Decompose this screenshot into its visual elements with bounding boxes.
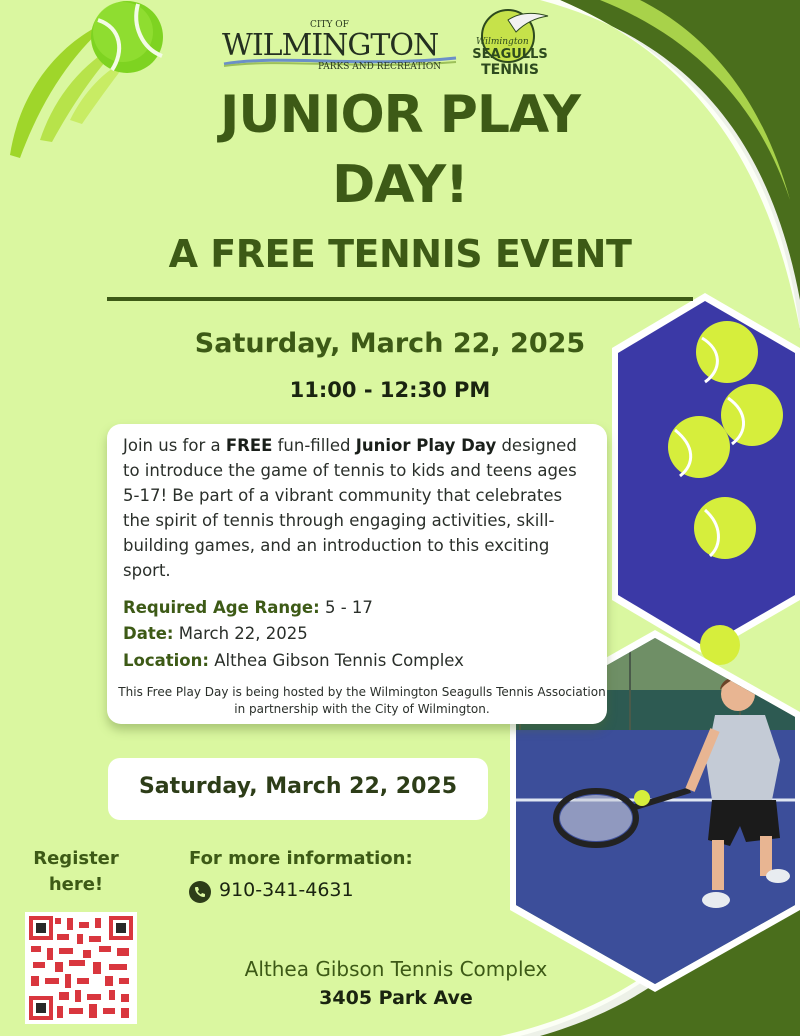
age-range-row xyxy=(123,595,603,620)
title-line-1: JUNIOR PLAY xyxy=(220,85,580,145)
logo-city-sub: PARKS AND RECREATION xyxy=(318,62,442,72)
phone-number[interactable]: 910-341-4631 xyxy=(219,879,354,901)
date-banner-text: Saturday, March 22, 2025 xyxy=(138,774,458,799)
date-label: Date: xyxy=(123,624,174,643)
age-range-label: Required Age Range: xyxy=(123,598,320,617)
location-value: Althea Gibson Tennis Complex xyxy=(209,651,464,670)
age-range-value: 5 - 17 xyxy=(319,598,373,617)
venue-address: 3405 Park Ave xyxy=(319,987,473,1009)
location-row xyxy=(123,648,603,673)
logo-seagulls-tennis: TENNIS xyxy=(481,62,539,78)
venue-name: Althea Gibson Tennis Complex xyxy=(244,957,548,981)
date-value: March 22, 2025 xyxy=(173,624,308,643)
date-banner xyxy=(108,758,488,820)
seagulls-tennis-logo xyxy=(468,6,552,80)
location-label: Location: xyxy=(123,651,209,670)
title-divider xyxy=(107,297,693,301)
host-note: This Free Play Day is being hosted by the Wilmington Seagulls Tennis Association in partnership with the City of Wilmington. xyxy=(118,685,606,716)
qr-code[interactable] xyxy=(25,912,137,1024)
free-emphasis: FREE xyxy=(225,436,273,455)
junior-play-day-emphasis: Junior Play Day xyxy=(355,436,497,455)
title-line-2: DAY! xyxy=(332,155,468,215)
more-info-heading: For more information: xyxy=(189,848,413,869)
logo-city-name: WILMINGTON xyxy=(222,28,439,63)
phone-icon xyxy=(189,881,211,903)
register-label: Register here! xyxy=(33,848,119,895)
subtitle: A FREE TENNIS EVENT xyxy=(168,232,632,276)
city-of-wilmington-logo xyxy=(222,18,458,74)
event-description: Join us for a FREE fun-filled Junior Play Day designed to introduce the game of tennis to kids and teens ages 5-17! Be part of a vibrant community that celebrates the spirit of tennis through engaging activities, skill-building games, and an introduction to this exciting sport. xyxy=(123,436,577,580)
logo-seagulls-name: SEAGULLS xyxy=(472,47,548,62)
logo-seagulls-script: Wilmington xyxy=(476,37,529,47)
date-row xyxy=(123,621,603,646)
logo-city-label: CITY OF xyxy=(310,20,349,30)
event-date: Saturday, March 22, 2025 xyxy=(194,328,586,359)
tennis-ball-icon xyxy=(88,0,166,78)
event-time: 11:00 - 12:30 PM xyxy=(289,378,491,402)
